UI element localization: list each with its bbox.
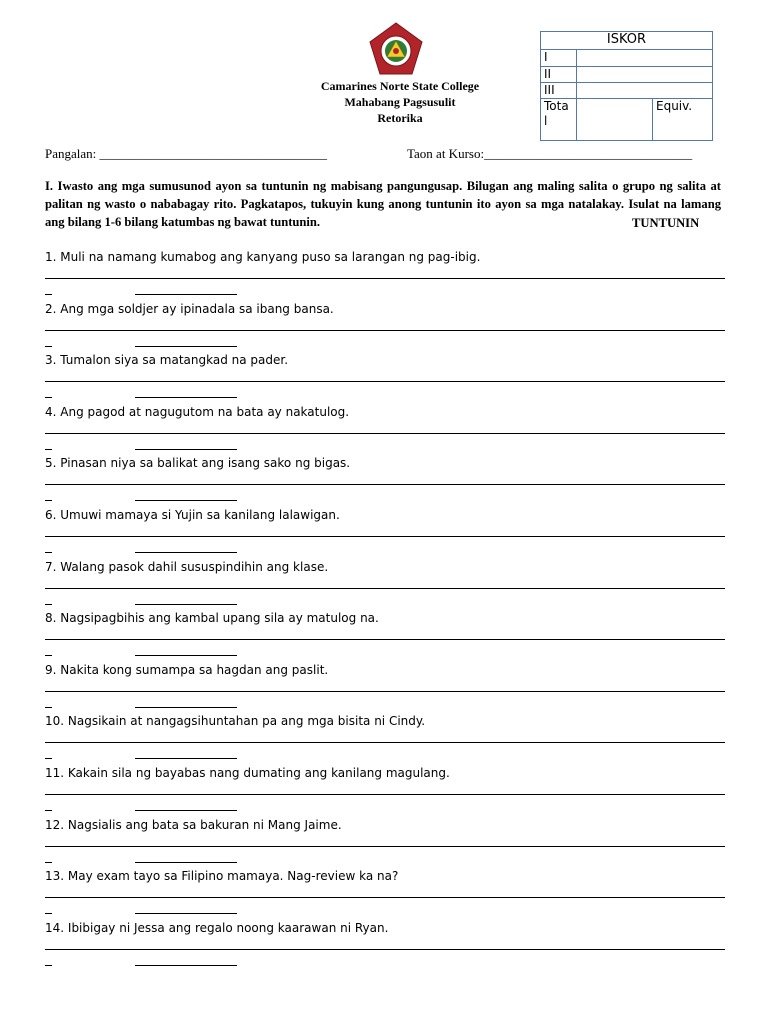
question-text: 7. Walang pasok dahil sususpindihin ang klase. [45, 559, 329, 574]
score-total-cell[interactable] [577, 99, 653, 141]
correction-line[interactable] [45, 381, 725, 382]
school-name: Camarines Norte State College [320, 79, 480, 93]
question-item [45, 818, 725, 866]
correction-line[interactable] [45, 536, 725, 537]
rule-answer-line[interactable] [135, 397, 237, 398]
rule-answer-line[interactable] [135, 604, 237, 605]
correction-line[interactable] [45, 484, 725, 485]
question-text: 14. Ibibigay ni Jessa ang regalo noong kaarawan ni Ryan. [45, 920, 389, 935]
rule-answer-line[interactable] [135, 449, 237, 450]
correction-line[interactable] [45, 742, 725, 743]
question-text: 1. Muli na namang kumabog ang kanyang puso sa larangan ng pag-ibig. [45, 250, 481, 264]
score-cell[interactable] [577, 66, 713, 82]
year-course-field[interactable]: Taon at Kurso:________________________________ [407, 146, 693, 161]
score-equiv-label: Equiv. [653, 99, 713, 141]
question-text: 5. Pinasan niya sa balikat ang isang sako ng bigas. [45, 456, 351, 471]
question-text: 6. Umuwi mamaya si Yujin sa kanilang lalawigan. [45, 508, 340, 522]
rule-answer-line[interactable] [135, 346, 237, 347]
answer-dash [45, 758, 52, 759]
question-item [45, 508, 725, 556]
answer-dash [45, 500, 52, 501]
rule-answer-line[interactable] [135, 707, 237, 708]
answer-dash [45, 707, 52, 708]
correction-line[interactable] [45, 330, 725, 331]
question-item [45, 611, 725, 659]
answer-dash [45, 965, 52, 966]
question-item [45, 714, 725, 762]
correction-line[interactable] [45, 691, 725, 692]
question-text: 4. Ang pagod at nagugutom na bata ay nakatulog. [45, 404, 350, 419]
answer-dash [45, 449, 52, 450]
rule-answer-line[interactable] [135, 965, 237, 966]
score-row-label: I [541, 50, 577, 66]
answer-dash [45, 604, 52, 605]
correction-line[interactable] [45, 846, 725, 847]
answer-dash [45, 913, 52, 914]
student-info-line [45, 146, 725, 162]
correction-line[interactable] [45, 433, 725, 434]
score-cell[interactable] [577, 82, 713, 98]
question-item [45, 302, 725, 350]
question-item [45, 869, 725, 917]
question-text: 12. Nagsialis ang bata sa bakuran ni Mang Jaime. [45, 817, 342, 832]
instructions: I. Iwasto ang mga sumusunod ayon sa tuntunin ng mabisang pangungusap. Bilugan ang maling salita o grupo ng salita at palitan ng wasto o nababagay rito. Pagkatapos, tukuyin kung anong tuntunin ito ayon sa mga natalakay. Isulat na lamang ang bilang 1-6 bilang katumbas ng bawat tuntunin. [45, 179, 721, 229]
rule-answer-line[interactable] [135, 500, 237, 501]
question-text: 13. May exam tayo sa Filipino mamaya. Nag-review ka na? [45, 869, 399, 884]
correction-line[interactable] [45, 897, 725, 898]
rule-answer-line[interactable] [135, 655, 237, 656]
question-text: 9. Nakita kong sumampa sa hagdan ang paslit. [45, 662, 329, 677]
question-text: 8. Nagsipagbihis ang kambal upang sila ay matulog na. [45, 611, 379, 626]
document-header [250, 78, 550, 126]
score-row-label: II [541, 66, 577, 82]
rule-answer-line[interactable] [135, 810, 237, 811]
answer-dash [45, 810, 52, 811]
question-text: 11. Kakain sila ng bayabas nang dumating ang kanilang magulang. [45, 766, 450, 780]
question-text: 10. Nagsikain at nangagsihuntahan pa ang mga bisita ni Cindy. [45, 714, 426, 729]
answer-dash [45, 346, 52, 347]
rule-answer-line[interactable] [135, 862, 237, 863]
answer-dash [45, 655, 52, 656]
tuntunin-label: TUNTUNIN [632, 216, 700, 230]
answer-dash [45, 862, 52, 863]
question-text: 2. Ang mga soldjer ay ipinadala sa ibang bansa. [45, 301, 334, 316]
question-item [45, 921, 725, 969]
score-row-label: III [541, 82, 577, 98]
score-table [540, 31, 713, 141]
answer-dash [45, 397, 52, 398]
subject-title: Retorika [377, 111, 423, 125]
correction-line[interactable] [45, 588, 725, 589]
rule-answer-line[interactable] [135, 913, 237, 914]
answer-dash [45, 552, 52, 553]
correction-line[interactable] [45, 949, 725, 950]
question-item [45, 405, 725, 453]
name-field[interactable]: Pangalan: ___________________________________ [45, 146, 328, 161]
correction-line[interactable] [45, 794, 725, 795]
correction-line[interactable] [45, 278, 725, 279]
question-item [45, 766, 725, 814]
score-total-label: Tota l [541, 99, 577, 141]
question-item [45, 456, 725, 504]
answer-dash [45, 294, 52, 295]
question-item [45, 560, 725, 608]
rule-answer-line[interactable] [135, 552, 237, 553]
score-table-title: ISKOR [541, 32, 713, 50]
rule-answer-line[interactable] [135, 758, 237, 759]
school-seal-logo [368, 22, 424, 78]
question-text: 3. Tumalon siya sa matangkad na pader. [45, 353, 289, 368]
score-cell[interactable] [577, 50, 713, 66]
question-item [45, 353, 725, 401]
question-item [45, 663, 725, 711]
correction-line[interactable] [45, 639, 725, 640]
exam-title: Mahabang Pagsusulit [344, 95, 456, 109]
rule-answer-line[interactable] [135, 294, 237, 295]
question-item [45, 250, 725, 298]
